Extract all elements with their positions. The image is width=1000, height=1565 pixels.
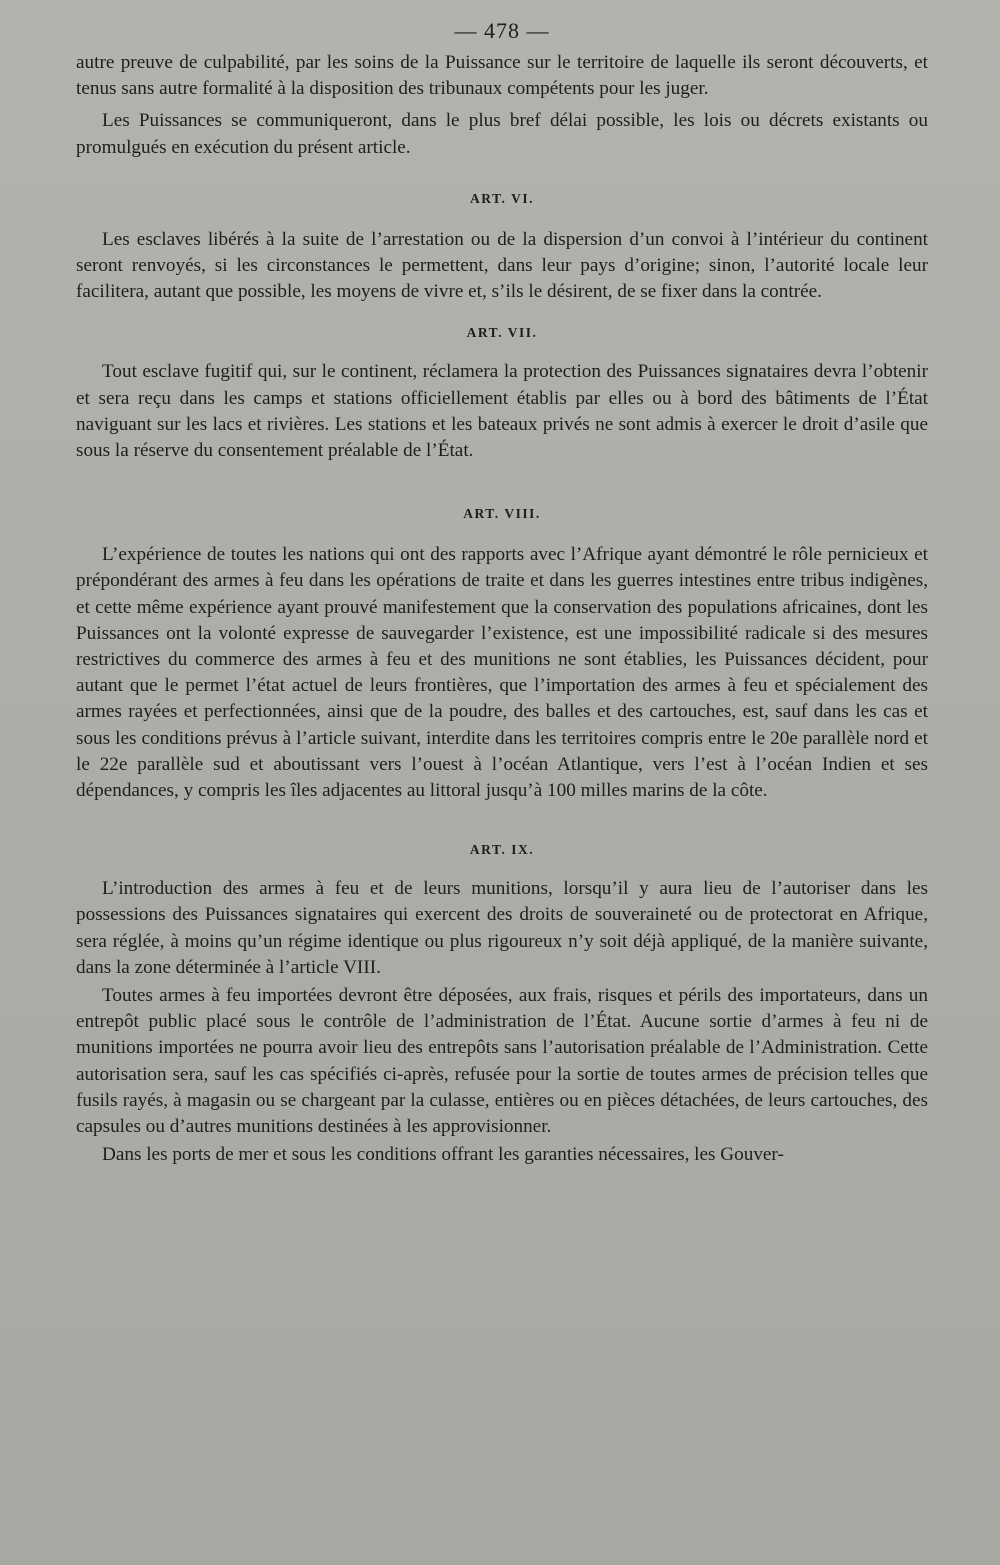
paragraph: Dans les ports de mer et sous les conditions offrant les garanties nécessaires, les Gouver- bbox=[102, 1144, 784, 1166]
article-heading: ART. VIII. bbox=[463, 506, 541, 522]
paragraph: Tout esclave fugitif qui, sur le continent, réclamera la protection des Puissances signataires devra l’obtenir et sera reçu dans les camps et stations officiellement établis par elles ou à bord des bâtiments de l’État naviguant sur les lacs et rivières. Les stations et les bateaux privés ne sont admis à exercer le droit d’asile que sous la réserve du consentement préalable de l’État. bbox=[76, 361, 928, 462]
section-art-vii bbox=[76, 325, 928, 464]
paragraph: Les Puissances se communiqueront, dans le plus bref délai possible, les lois ou décrets existants ou promulgués en exécution du présent article. bbox=[76, 110, 928, 158]
section-intro bbox=[76, 50, 928, 161]
page-number: — 478 — bbox=[454, 18, 550, 43]
section-art-vi bbox=[76, 191, 928, 306]
article-heading: ART. VI. bbox=[470, 190, 534, 206]
paragraph: L’expérience de toutes les nations qui ont des rapports avec l’Afrique ayant démontré le rôle pernicieux et prépondérant des armes à feu dans les opérations de traite et dans les guerres intestines entre tribus indigènes, et cette même expérience ayant prouvé manifestement que la conservation des populations africaines, dont les Puissances ont la volonté expresse de sauvegarder l’existence, est une impossibilité radicale si des mesures restrictives du commerce des armes à feu et des munitions ne sont établies, les Puissances décident, pour autant que le permet l’état actuel de leurs frontières, que l’importation des armes à feu et spécialement des armes rayées et perfectionnées, ainsi que de la poudre, des balles et des cartouches, est, sauf dans les cas et sous les conditions prévus à l’article suivant, interdite dans les territoires compris entre le 20e parallèle nord et le 22e parallèle sud et aboutissant vers l’ouest à l’océan Atlantique, vers l’est à l’océan Indien et ses dépendances, y compris les îles adjacentes au littoral jusqu’à 100 milles marins de la côte. bbox=[76, 544, 928, 802]
paragraph: L’introduction des armes à feu et de leurs munitions, lorsqu’il y aura lieu de l’autoriser dans les possessions des Puissances signataires qui exercent des droits de souveraineté ou de protectorat en Afrique, sera réglée, à moins qu’un régime identique ou plus rigoureux n’y soit déjà appliqué, de la manière suivante, dans la zone déterminée à l’article VIII. bbox=[76, 878, 928, 978]
paragraph: Les esclaves libérés à la suite de l’arrestation ou de la dispersion d’un convoi à l’intérieur du continent seront renvoyés, si les circonstances le permettent, dans leur pays d’origine; sinon, l’autorité locale leur facilitera, autant que possible, les moyens de vivre et, s’ils le désirent, de se fixer dans la contrée. bbox=[76, 228, 928, 303]
article-heading: ART. VII. bbox=[466, 325, 538, 341]
section-art-viii bbox=[76, 506, 928, 804]
section-art-ix bbox=[76, 842, 928, 1168]
paragraph: autre preuve de culpabilité, par les soins de la Puissance sur le territoire de laquelle ils seront découverts, et tenus sans autre formalité à la disposition des tribunaux compétents pour les juger. bbox=[76, 52, 928, 100]
paragraph: Toutes armes à feu importées devront être déposées, aux frais, risques et périls des importateurs, dans un entrepôt public placé sous le contrôle de l’administration de l’État. Aucune sortie d’armes à feu ni de munitions importées ne pourra avoir lieu des entrepôts sans l’autorisation préalable de l’Administration. Cette autorisation sera, sauf les cas spécifiés ci-après, refusée pour la sortie de toutes armes de précision telles que fusils rayés, à magasin ou se chargeant par la culasse, entières ou en pièces détachées, de leurs cartouches, des capsules ou d’autres munitions destinées à les approvisionner. bbox=[76, 985, 928, 1138]
article-heading: ART. IX. bbox=[469, 842, 535, 858]
